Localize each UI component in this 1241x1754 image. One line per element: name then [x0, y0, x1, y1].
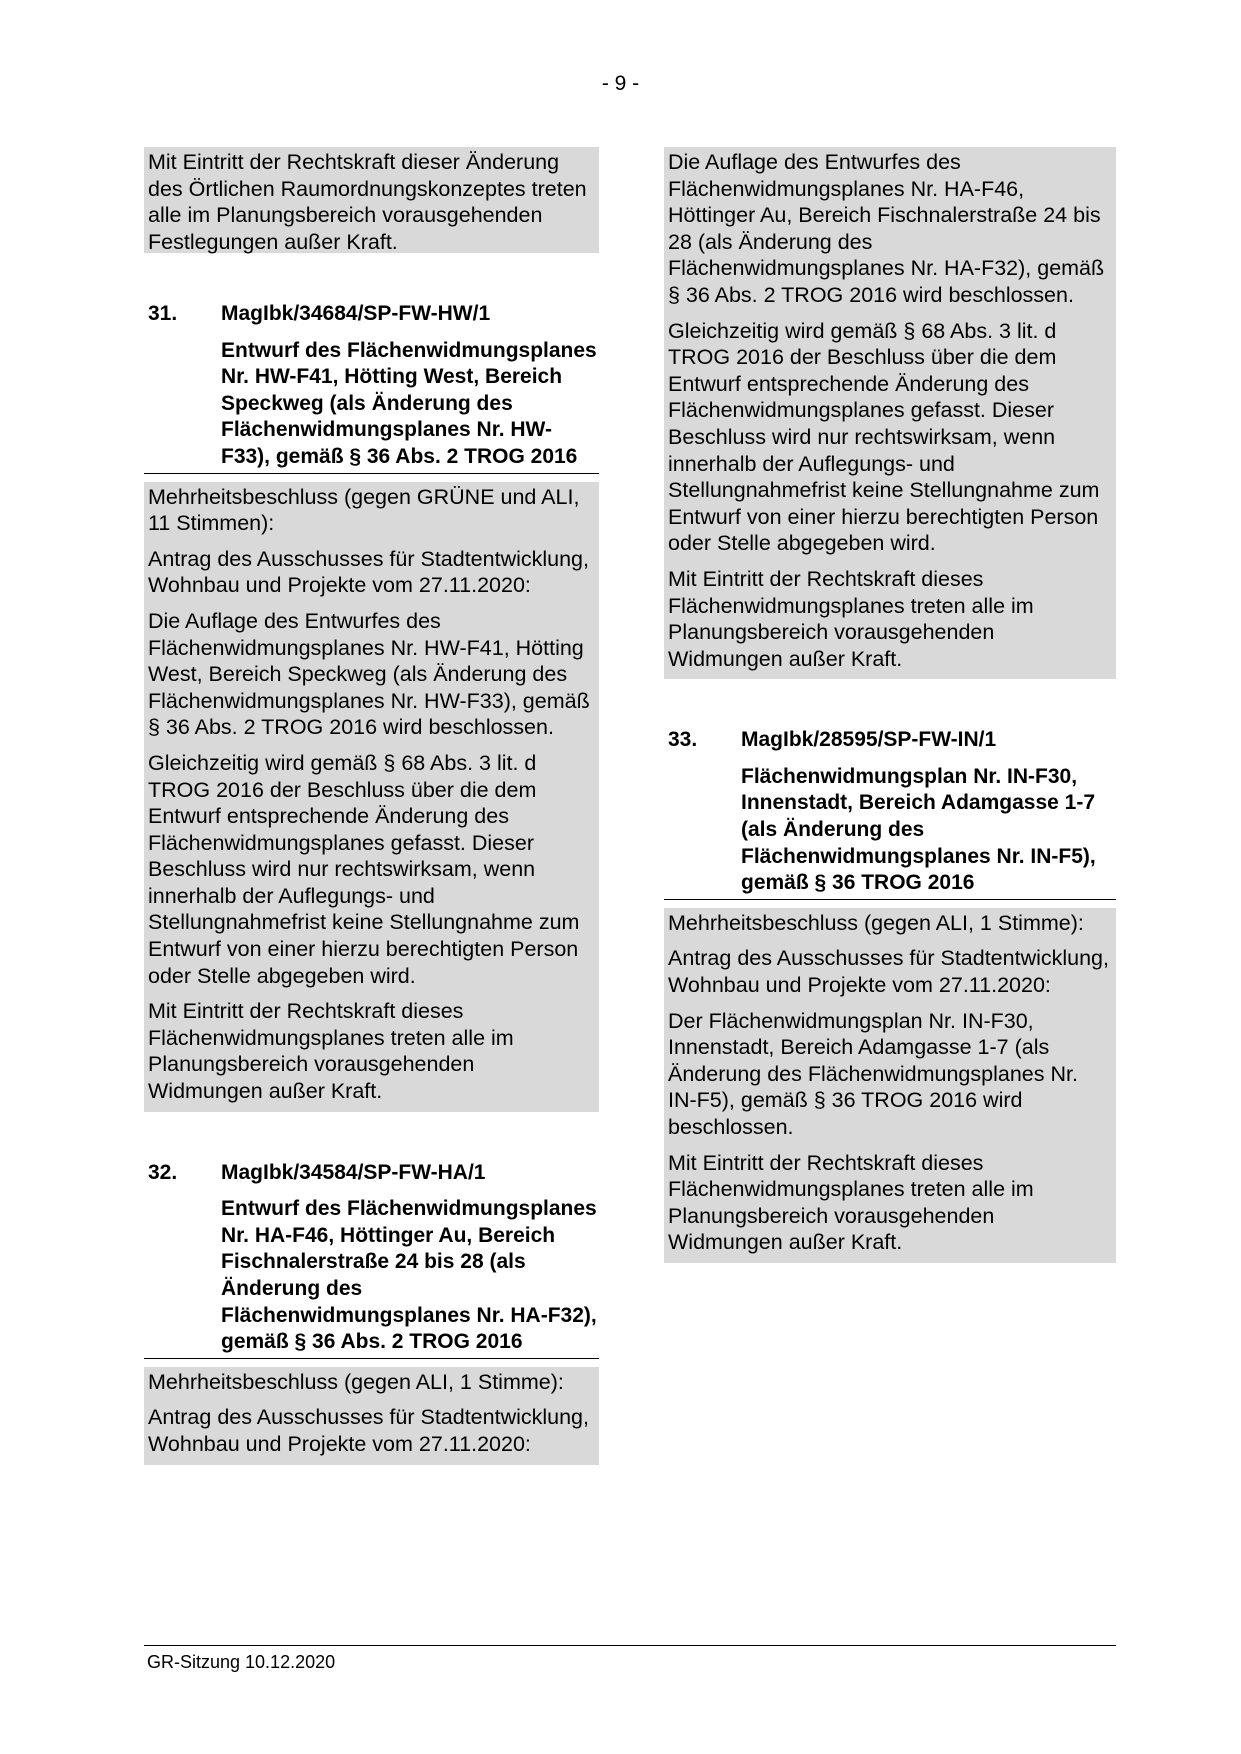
paragraph: Mit Eintritt der Rechtskraft dieses Flächenwidmungsplanes treten alle im Planungsbereich vorausgehenden Widmungen außer Kraft. [668, 566, 1034, 671]
item-31 [144, 301, 599, 1112]
page-number: - 9 - [601, 72, 640, 95]
left-column [144, 147, 599, 1465]
item-reference: MagIbk/34684/SP-FW-HW/1 [221, 302, 491, 325]
paragraph: Die Auflage des Entwurfes des Flächenwidmungsplanes Nr. HA-F46, Höttinger Au, Bereich Fischnalerstraße 24 bis 28 (als Änderung des Flächenwidmungsplanes Nr. HA-F32), gemäß § 36 Abs. 2 TROG 2016 wird beschlossen. [668, 150, 1105, 307]
item-heading [144, 1160, 599, 1187]
item-heading [144, 301, 599, 328]
decision-block-continued [664, 147, 1116, 679]
item-33 [664, 727, 1116, 1263]
paragraph: Der Flächenwidmungsplan Nr. IN-F30, Innenstadt, Bereich Adamgasse 1-7 (als Änderung des Flächenwidmungsplanes Nr. IN-F5), gemäß § 36 TROG 2016 wird beschlossen. [668, 1008, 1078, 1139]
decision-block [144, 482, 599, 1112]
divider [144, 473, 599, 474]
divider [144, 1358, 599, 1359]
footer-text: GR-Sitzung 10.12.2020 [147, 1652, 336, 1672]
paragraph: Mit Eintritt der Rechtskraft dieses Flächenwidmungsplanes treten alle im Planungsbereich vorausgehenden Widmungen außer Kraft. [148, 999, 514, 1104]
intro-block [144, 147, 599, 253]
paragraph: Mit Eintritt der Rechtskraft dieser Änderung des Örtlichen Raumordnungskonzeptes treten alle im Planungsbereich vorausgehenden Festlegungen außer Kraft. [148, 150, 587, 254]
divider [664, 899, 1116, 900]
item-32 [144, 1160, 599, 1465]
item-title: Flächenwidmungsplan Nr. IN-F30, Innenstadt, Bereich Adamgasse 1-7 (als Änderung des Flächenwidmungsplanes Nr. IN-F5), gemäß § 36 TROG 2016 [741, 764, 1096, 895]
item-number: 32. [148, 1160, 178, 1184]
item-reference: MagIbk/34584/SP-FW-HA/1 [221, 1160, 486, 1184]
paragraph: Antrag des Ausschusses für Stadtentwicklung, Wohnbau und Projekte vom 27.11.2020: [148, 546, 589, 598]
footer-divider [144, 1645, 1116, 1646]
item-number: 33. [668, 728, 698, 752]
paragraph: Gleichzeitig wird gemäß § 68 Abs. 3 lit. d TROG 2016 der Beschluss über die dem Entwurf entsprechende Änderung des Flächenwidmungsplanes gefasst. Dieser Beschluss wird nur rechtswirksam, wenn innerhalb der Auflegungs- und Stellungnahmefrist keine Stellungnahme zum Entwurf von einer hierzu berechtigten Person oder Stelle abgegeben wird. [148, 750, 580, 988]
paragraph: Gleichzeitig wird gemäß § 68 Abs. 3 lit. d TROG 2016 der Beschluss über die dem Entwurf entsprechende Änderung des Flächenwidmungsplanes gefasst. Dieser Beschluss wird nur rechtswirksam, wenn innerhalb der Auflegungs- und Stellungnahmefrist keine Stellungnahme zum Entwurf von einer hierzu berechtigten Person oder Stelle abgegeben wird. [668, 318, 1100, 556]
item-title: Entwurf des Flächenwidmungsplanes Nr. HW-F41, Hötting West, Bereich Speckweg (als Änderung des Flächenwidmungsplanes Nr. HW-F33), gemäß § 36 Abs. 2 TROG 2016 [221, 338, 597, 468]
paragraph: Mehrheitsbeschluss (gegen GRÜNE und ALI, 11 Stimmen): [148, 484, 580, 536]
decision-block [144, 1367, 599, 1465]
right-column [664, 147, 1116, 1263]
paragraph: Mehrheitsbeschluss (gegen ALI, 1 Stimme): [668, 910, 1084, 935]
item-reference: MagIbk/28595/SP-FW-IN/1 [741, 728, 997, 752]
paragraph: Die Auflage des Entwurfes des Flächenwidmungsplanes Nr. HW-F41, Hötting West, Bereich Speckweg (als Änderung des Flächenwidmungsplanes Nr. HW-F33), gemäß § 36 Abs. 2 TROG 2016 wird beschlossen. [148, 608, 590, 740]
paragraph: Mit Eintritt der Rechtskraft dieses Flächenwidmungsplanes treten alle im Planungsbereich vorausgehenden Widmungen außer Kraft. [668, 1150, 1034, 1255]
paragraph: Antrag des Ausschusses für Stadtentwicklung, Wohnbau und Projekte vom 27.11.2020: [668, 946, 1109, 998]
paragraph: Mehrheitsbeschluss (gegen ALI, 1 Stimme): [148, 1369, 564, 1394]
decision-block [664, 908, 1116, 1263]
item-title: Entwurf des Flächenwidmungsplanes Nr. HA-F46, Höttinger Au, Bereich Fischnalerstraße 24 bis 28 (als Änderung des Flächenwidmungsplanes Nr. HA-F32), gemäß § 36 Abs. 2 TROG 2016 [221, 1197, 597, 1354]
item-number: 31. [148, 302, 178, 325]
paragraph: Antrag des Ausschusses für Stadtentwicklung, Wohnbau und Projekte vom 27.11.2020: [148, 1405, 589, 1456]
item-heading [664, 727, 1116, 754]
